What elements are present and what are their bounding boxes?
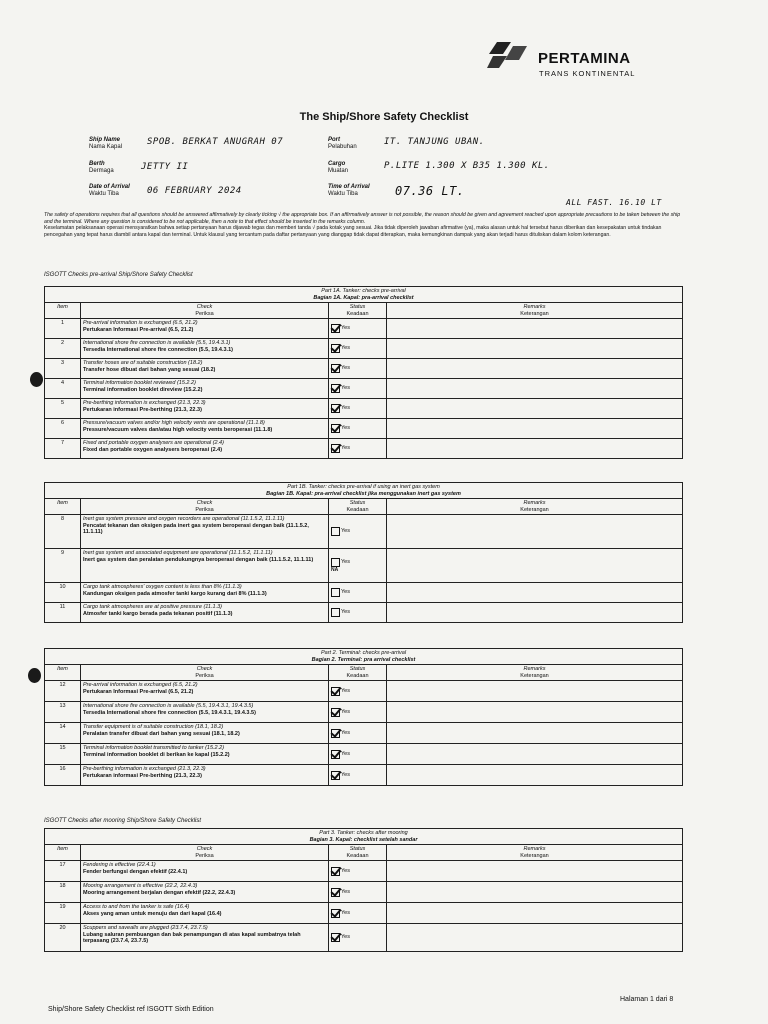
yes-label: Yes	[341, 708, 350, 715]
remarks-cell[interactable]	[387, 723, 683, 744]
check-text: Transfer equipment is of suitable construction (18.1, 18.2) Peralatan transfer dibuat dari bahan yang sesuai (18.1, 18.2)	[81, 723, 329, 744]
yes-label: Yes	[341, 345, 350, 352]
table-row	[45, 603, 683, 623]
status-checkbox[interactable]	[331, 909, 340, 918]
pertamina-logo-icon	[487, 40, 537, 72]
status-checkbox[interactable]	[331, 750, 340, 759]
ship-name-value: SPOB. BERKAT ANUGRAH 07	[147, 137, 284, 147]
col-status-header: Status Keadaan	[329, 665, 387, 681]
status-cell[interactable]	[329, 359, 387, 379]
status-cell[interactable]	[329, 515, 387, 549]
status-checkbox[interactable]	[331, 444, 340, 453]
remarks-cell[interactable]	[387, 903, 683, 924]
status-checkbox[interactable]	[331, 344, 340, 353]
part-title: Part 2. Terminal: checks pre-arrival Bagian 2. Terminal: pra arrival checklist	[45, 649, 683, 665]
status-checkbox[interactable]	[331, 424, 340, 433]
berth-value: JETTY II	[141, 162, 189, 172]
yes-label: Yes	[341, 559, 350, 565]
item-number: 7	[45, 439, 81, 459]
remarks-cell[interactable]	[387, 515, 683, 549]
remarks-cell[interactable]	[387, 319, 683, 339]
remarks-cell[interactable]	[387, 549, 683, 583]
item-number: 17	[45, 861, 81, 882]
check-text: Fendering is effective (22.4.1) Fender berfungsi dengan efektif (22.4.1)	[81, 861, 329, 882]
col-remarks-header: Remarks Keterangan	[387, 499, 683, 515]
yes-label: Yes	[341, 771, 350, 778]
table-row	[45, 399, 683, 419]
status-cell[interactable]	[329, 861, 387, 882]
status-cell[interactable]	[329, 882, 387, 903]
col-check-header: Check Periksa	[81, 303, 329, 319]
table-row	[45, 339, 683, 359]
status-cell[interactable]	[329, 924, 387, 952]
check-text: Transfer hoses are of suitable construction (18.2) Transfer hose dibuat dari bahan yang sesuai (18.2)	[81, 359, 329, 379]
check-text: Pre-arrival information is exchanged (6.5, 21.2) Pertukaran Informasi Pre-arrival (6.5, 21.2)	[81, 681, 329, 702]
brand-name: PERTAMINA	[538, 50, 631, 67]
section-aftermooring-title: ISGOTT Checks after mooring Ship/Shore Safety Checklist	[44, 818, 202, 824]
item-number: 3	[45, 359, 81, 379]
check-text: Fixed and portable oxygen analysers are operational (2.4) Fixed dan portable oxygen analysers beroperasi (2.4)	[81, 439, 329, 459]
status-cell[interactable]	[329, 439, 387, 459]
footer-page-number: Halaman 1 dari 8	[620, 996, 674, 1003]
remarks-cell[interactable]	[387, 399, 683, 419]
col-status-header: Status Keadaan	[329, 303, 387, 319]
status-cell[interactable]	[329, 419, 387, 439]
check-text: Terminal information booklet reviewed (15.2.2) Terminal information booklet direview (15.2.2)	[81, 379, 329, 399]
yes-label: Yes	[341, 909, 350, 916]
status-checkbox[interactable]	[331, 888, 340, 897]
part-title: Part 1A. Tanker: checks pre-arrival Bagian 1A. Kapal: pra-arrival checklist	[45, 287, 683, 303]
col-item-header: Item	[45, 845, 81, 861]
yes-label: Yes	[341, 405, 350, 412]
yes-label: Yes	[341, 867, 350, 874]
item-number: 10	[45, 583, 81, 603]
col-remarks-header: Remarks Keterangan	[387, 303, 683, 319]
item-number: 11	[45, 603, 81, 623]
item-number: 18	[45, 882, 81, 903]
all-fast-note: ALL FAST. 16.10 LT	[566, 198, 662, 207]
status-checkbox[interactable]	[331, 527, 340, 536]
item-number: 20	[45, 924, 81, 952]
col-check-header: Check Periksa	[81, 665, 329, 681]
col-remarks-header: Remarks Keterangan	[387, 665, 683, 681]
status-checkbox[interactable]	[331, 324, 340, 333]
status-cell[interactable]	[329, 603, 387, 623]
brand-subtitle: TRANS KONTINENTAL	[539, 69, 636, 78]
arrival-date-value: 06 FEBRUARY 2024	[147, 186, 242, 196]
table-row	[45, 903, 683, 924]
status-checkbox[interactable]	[331, 364, 340, 373]
checklist-table	[44, 286, 683, 459]
cargo-label: Cargo Muatan	[328, 161, 349, 174]
table-row	[45, 419, 683, 439]
check-text: Cargo tank atmospheres are at positive pressure (11.1.3) Atmosfer tanki kargo berada pada tekanan positif (11.1.3)	[81, 603, 329, 623]
na-mark: NA	[331, 566, 339, 573]
status-checkbox[interactable]	[331, 608, 340, 617]
yes-label: Yes	[341, 425, 350, 432]
yes-label: Yes	[341, 609, 350, 616]
item-number: 15	[45, 744, 81, 765]
check-text: Pressure/vacuum valves and/or high velocity vents are operational (11.1.8) Pressure/vacuum valves dan/atau high velocity vents beroperasi (11.1.8)	[81, 419, 329, 439]
intro-text: The safety of operations requires that all questions should be answered affirmatively by clearly ticking √ the appropriate box. If an affirmatively answer is not possible, the reason should be given and agreement reached upon appropriate precautions to be taken between the ship and the terminal. Where any question is considered to be not applicable, then a note to that effect should be inserted in the remarks column. Keselamatan pelaksanaan operasi mensyaratkan bahwa setiap pertanyaan harus dijawab tegas dan memberi tanda √ pada kotak yang sesuai. Jika tidak diperoleh jawaban afirmative (ya), maka alasan untuk hal tersebut harus diberikan dan kesepakatan untuk tindakan pencegahan yang tepat harus diambil antara kapal dan terminal. Untuk klausul yang tercantum pada daftar pertanyaan yang dianggap tidak dapat diterapkan, maka kemungkinan dampak yang akan terjadi harus dituliskan dalam kolom keterangan.	[44, 212, 681, 238]
table-row	[45, 765, 683, 786]
binder-hole	[30, 372, 43, 387]
col-check-header: Check Periksa	[81, 845, 329, 861]
col-status-header: Status Keadaan	[329, 845, 387, 861]
yes-label: Yes	[341, 687, 350, 694]
check-text: International shore fire connection is available (5.5, 19.4.3.1) Tersedia International shore fire connection (5.5, 19.4.3.1)	[81, 339, 329, 359]
table-row	[45, 723, 683, 744]
col-item-header: Item	[45, 665, 81, 681]
table-row	[45, 681, 683, 702]
status-cell[interactable]	[329, 723, 387, 744]
item-number: 8	[45, 515, 81, 549]
remarks-cell[interactable]	[387, 702, 683, 723]
item-number: 12	[45, 681, 81, 702]
table-row	[45, 924, 683, 952]
item-number: 9	[45, 549, 81, 583]
table-row	[45, 882, 683, 903]
status-cell[interactable]	[329, 765, 387, 786]
berth-label: Berth Dermaga	[89, 161, 114, 174]
table-row	[45, 319, 683, 339]
status-checkbox[interactable]	[331, 771, 340, 780]
status-cell[interactable]	[329, 744, 387, 765]
check-text: Pre-berthing information is exchanged (21.3, 22.3) Pertukaran informasi Pre-berthing (21.3, 22.3)	[81, 765, 329, 786]
yes-label: Yes	[341, 365, 350, 372]
col-status-header: Status Keadaan	[329, 499, 387, 515]
item-number: 14	[45, 723, 81, 744]
page-title: The Ship/Shore Safety Checklist	[299, 111, 469, 123]
remarks-cell[interactable]	[387, 681, 683, 702]
table-row	[45, 583, 683, 603]
yes-label: Yes	[341, 589, 350, 596]
checklist-table	[44, 828, 683, 952]
yes-label: Yes	[341, 750, 350, 757]
yes-label: Yes	[341, 934, 350, 941]
check-text: Mooring arrangement is effective (22.2, 22.4.3) Mooring arrangement berjalan dengan efektif (22.2, 22.4.3)	[81, 882, 329, 903]
arrival-time-label: Time of Arrival Waktu Tiba	[328, 184, 370, 197]
checklist-table	[44, 482, 683, 623]
yes-label: Yes	[341, 888, 350, 895]
item-number: 13	[45, 702, 81, 723]
item-number: 5	[45, 399, 81, 419]
remarks-cell[interactable]	[387, 882, 683, 903]
ship-name-label: Ship Name Nama Kapal	[89, 137, 123, 150]
status-checkbox[interactable]	[331, 384, 340, 393]
check-text: Access to and from the tanker is safe (16.4) Akses yang aman untuk menuju dan dari kapal (16.4)	[81, 903, 329, 924]
check-text: Terminal information booklet transmitted to tanker (15.2.2) Terminal information booklet di berikan ke kapal (15.2.2)	[81, 744, 329, 765]
remarks-cell[interactable]	[387, 744, 683, 765]
status-cell[interactable]	[329, 339, 387, 359]
section-prearrival-title: ISGOTT Checks pre-arrival Ship/Shore Safety Checklist	[44, 272, 193, 278]
remarks-cell[interactable]	[387, 765, 683, 786]
yes-label: Yes	[341, 528, 350, 535]
port-label: Port Pelabuhan	[328, 137, 357, 150]
status-checkbox[interactable]	[331, 588, 340, 597]
col-check-header: Check Periksa	[81, 499, 329, 515]
yes-label: Yes	[341, 729, 350, 736]
table-row	[45, 515, 683, 549]
remarks-cell[interactable]	[387, 439, 683, 459]
status-cell[interactable]	[329, 399, 387, 419]
yes-label: Yes	[341, 325, 350, 332]
yes-label: Yes	[341, 385, 350, 392]
item-number: 16	[45, 765, 81, 786]
item-number: 2	[45, 339, 81, 359]
remarks-cell[interactable]	[387, 861, 683, 882]
item-number: 19	[45, 903, 81, 924]
check-text: Inert gas system pressure and oxygen recorders are operational (11.1.5.2, 11.1.11) Pencatat tekanan dan oksigen pada inert gas system beroperasi dengan baik (11.1.5.2, 11.1.11)	[81, 515, 329, 549]
table-row	[45, 359, 683, 379]
status-cell[interactable]	[329, 583, 387, 603]
item-number: 4	[45, 379, 81, 399]
table-row	[45, 549, 683, 583]
arrival-time-value: 07.36 LT.	[395, 184, 465, 198]
remarks-cell[interactable]	[387, 419, 683, 439]
check-text: Pre-arrival information is exchanged (6.5, 21.2) Pertukaran Informasi Pre-arrival (6.5, 21.2)	[81, 319, 329, 339]
table-row	[45, 439, 683, 459]
col-item-header: Item	[45, 499, 81, 515]
part-title: Part 1B. Tanker: checks pre-arrival if using an inert gas system Bagian 1B. Kapal: pra-arrival checklist jika menggunakan inert gas system	[45, 483, 683, 499]
col-item-header: Item	[45, 303, 81, 319]
table-row	[45, 379, 683, 399]
binder-hole	[28, 668, 41, 683]
remarks-cell[interactable]	[387, 359, 683, 379]
remarks-cell[interactable]	[387, 379, 683, 399]
status-checkbox[interactable]	[331, 404, 340, 413]
status-checkbox[interactable]	[331, 558, 340, 567]
part-title: Part 3. Tanker: checks after mooring Bagian 3. Kapal: checklist setelah sandar	[45, 829, 683, 845]
yes-label: Yes	[341, 445, 350, 452]
table-row	[45, 702, 683, 723]
status-cell[interactable]	[329, 379, 387, 399]
item-number: 6	[45, 419, 81, 439]
status-cell[interactable]	[329, 681, 387, 702]
status-checkbox[interactable]	[331, 867, 340, 876]
check-text: Inert gas system and associated equipment are operational (11.1.5.2, 11.1.11) Inert gas system dan peralatan pendukungnya beroperasi dengan baik (11.1.5.2, 11.1.11)	[81, 549, 329, 583]
col-remarks-header: Remarks Keterangan	[387, 845, 683, 861]
status-cell[interactable]	[329, 549, 387, 583]
checklist-table	[44, 648, 683, 786]
table-row	[45, 861, 683, 882]
remarks-cell[interactable]	[387, 603, 683, 623]
status-checkbox[interactable]	[331, 729, 340, 738]
check-text: Scuppers and savealls are plugged (23.7.4, 23.7.5) Lubang saluran pembuangan dan bak penampungan di atas kapal sumbatnya telah terpasang (23.7.4, 23.7.5)	[81, 924, 329, 952]
status-checkbox[interactable]	[331, 933, 340, 942]
status-checkbox[interactable]	[331, 708, 340, 717]
status-checkbox[interactable]	[331, 687, 340, 696]
cargo-value: P.LITE 1.300 X B35 1.300 KL.	[384, 161, 550, 171]
status-cell[interactable]	[329, 319, 387, 339]
check-text: Pre-berthing information is exchanged (21.3, 22.3) Pertukaran informasi Pre-berthing (21.3, 22.3)	[81, 399, 329, 419]
status-cell[interactable]	[329, 903, 387, 924]
port-value: IT. TANJUNG UBAN.	[384, 137, 485, 147]
check-text: Cargo tank atmospheres' oxygen content is less than 8% (11.1.3) Kandungan oksigen pada atmosfer tanki kargo kurang dari 8% (11.1.3)	[81, 583, 329, 603]
footer-reference: Ship/Shore Safety Checklist ref ISGOTT Sixth Edition	[48, 1006, 214, 1013]
remarks-cell[interactable]	[387, 583, 683, 603]
item-number: 1	[45, 319, 81, 339]
remarks-cell[interactable]	[387, 924, 683, 952]
arrival-date-label: Date of Arrival Waktu Tiba	[89, 184, 130, 197]
table-row	[45, 744, 683, 765]
remarks-cell[interactable]	[387, 339, 683, 359]
status-cell[interactable]	[329, 702, 387, 723]
check-text: International shore fire connection is available (5.5, 19.4.3.1, 19.4.3.5) Tersedia International shore fire connection (5.5, 19.4.3.1, 19.4.3.5)	[81, 702, 329, 723]
